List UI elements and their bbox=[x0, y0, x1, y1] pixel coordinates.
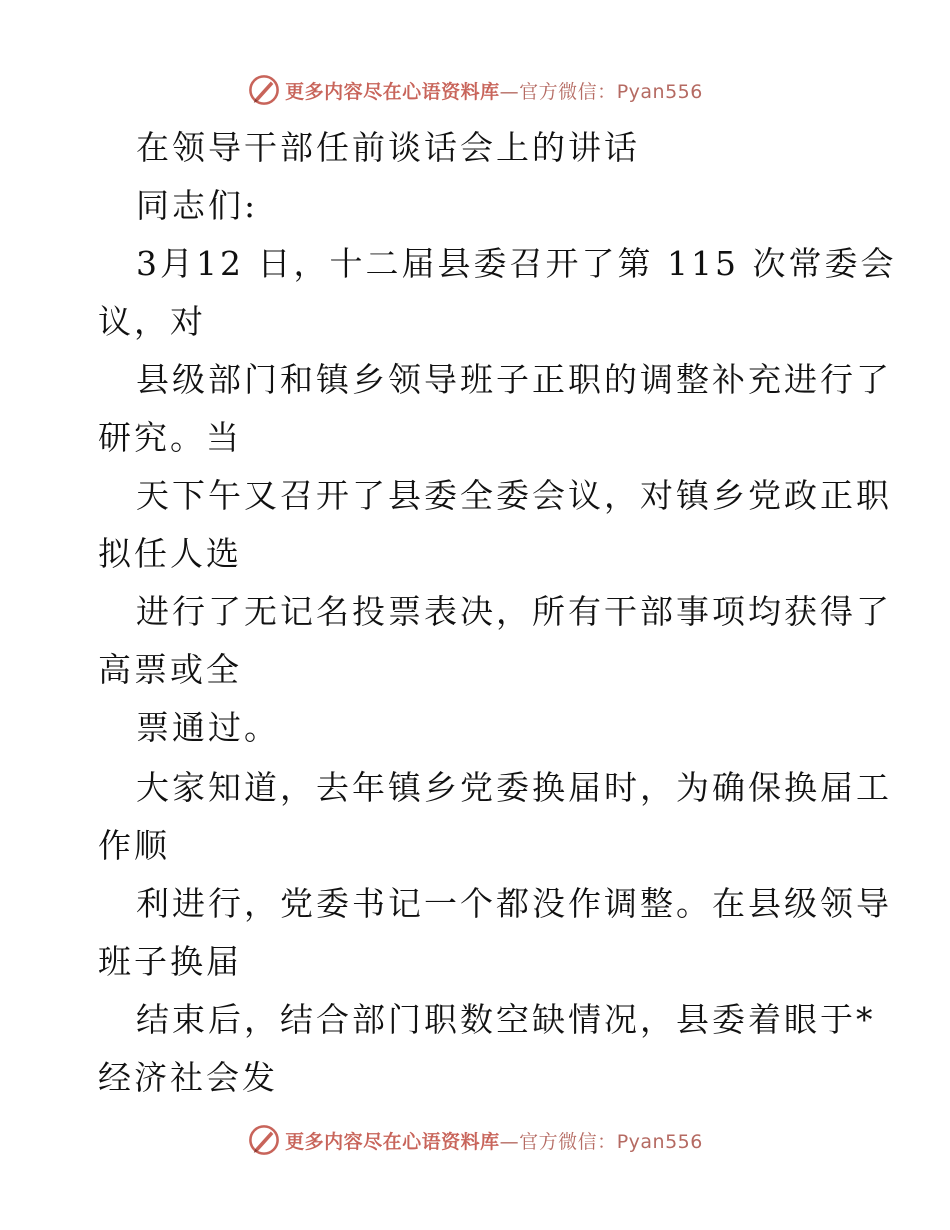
text-line: 大家知道，去年镇乡党委换届时，为确保换届工 bbox=[136, 768, 892, 807]
text-line: 同志们: bbox=[136, 186, 259, 225]
header-banner bbox=[0, 70, 950, 110]
banner-main-text: 更多内容尽在心语资料库 bbox=[285, 1130, 500, 1153]
text-line: 高票或全 bbox=[98, 650, 242, 689]
banner-dash: — bbox=[499, 80, 520, 103]
banner-text bbox=[285, 1127, 703, 1154]
pen-logo-icon bbox=[247, 73, 281, 107]
text-line: 3月12 日，十二届县委召开了第 115 次常委会 bbox=[136, 244, 897, 283]
text-line: 进行了无记名投票表决，所有干部事项均获得了 bbox=[136, 592, 892, 631]
banner-wechat-label: 官方微信： bbox=[519, 80, 617, 103]
banner-wechat-label: 官方微信： bbox=[519, 1130, 617, 1153]
text-line: 票通过。 bbox=[136, 708, 280, 747]
banner-wechat-id: Pyan556 bbox=[616, 1130, 703, 1153]
text-line: 研究。当 bbox=[98, 418, 242, 457]
banner-text bbox=[285, 77, 703, 104]
text-line: 议，对 bbox=[98, 302, 206, 341]
pen-logo-icon bbox=[247, 1123, 281, 1157]
text-line: 天下午又召开了县委全委会议，对镇乡党政正职 bbox=[136, 476, 892, 515]
banner-main-text: 更多内容尽在心语资料库 bbox=[285, 80, 500, 103]
document-title: 在领导干部任前谈话会上的讲话 bbox=[136, 128, 640, 167]
text-line: 经济社会发 bbox=[98, 1058, 278, 1097]
text-line: 结束后，结合部门职数空缺情况，县委着眼于* bbox=[136, 1000, 876, 1039]
banner-wechat-id: Pyan556 bbox=[616, 80, 703, 103]
text-line: 班子换届 bbox=[98, 942, 242, 981]
footer-banner bbox=[0, 1120, 950, 1160]
text-line: 县级部门和镇乡领导班子正职的调整补充进行了 bbox=[136, 360, 892, 399]
banner-dash: — bbox=[499, 1130, 520, 1153]
text-line: 拟任人选 bbox=[98, 534, 242, 573]
text-line: 作顺 bbox=[98, 826, 170, 865]
text-line: 利进行，党委书记一个都没作调整。在县级领导 bbox=[136, 884, 892, 923]
